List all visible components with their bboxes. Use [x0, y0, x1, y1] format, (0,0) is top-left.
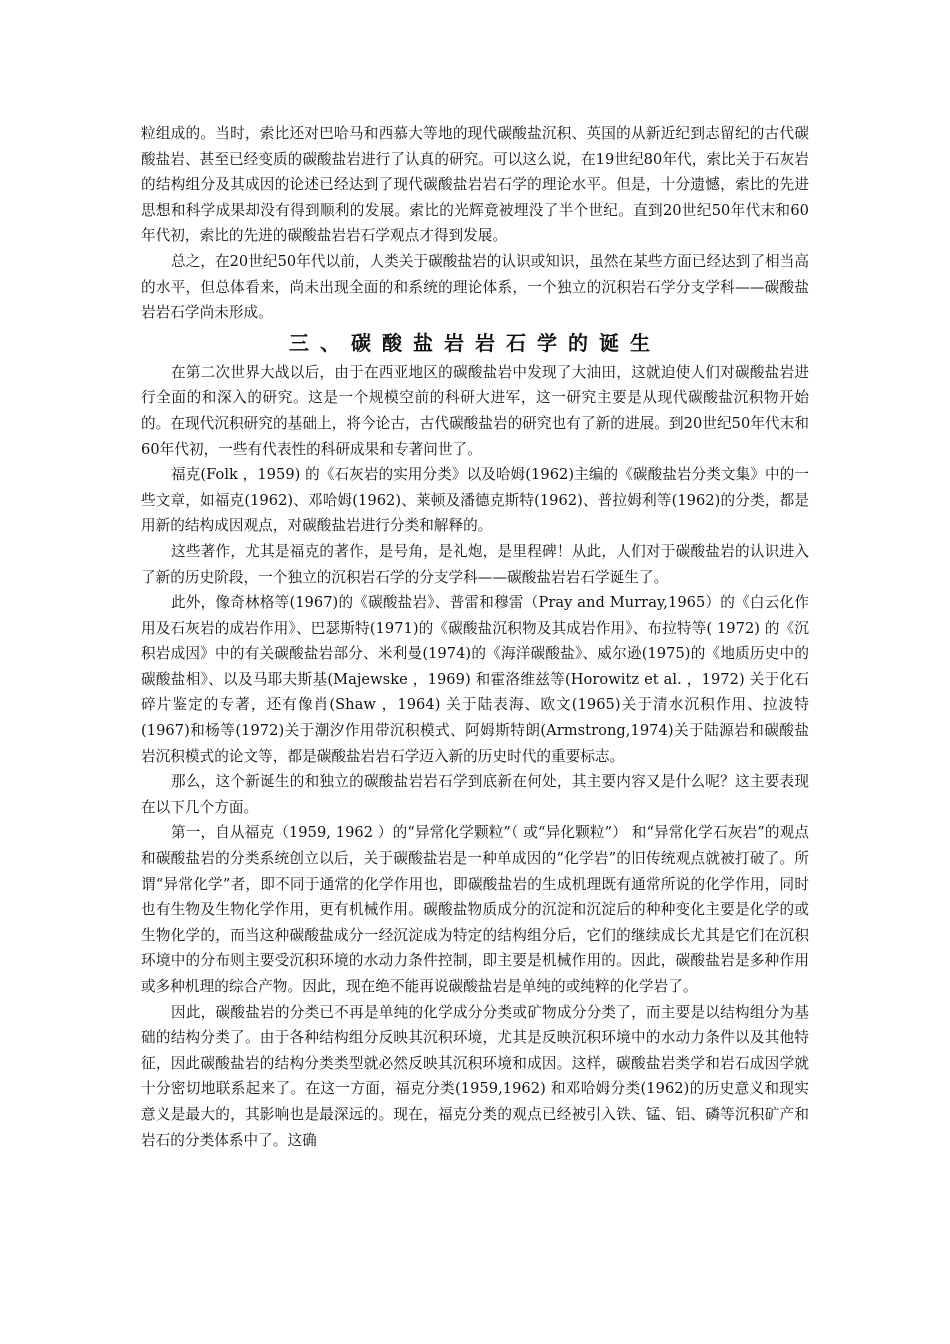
paragraph-folk-classification: 福克(Folk ，1959) 的《石灰岩的实用分类》以及哈姆(1962)主编的《碳酸盐岩分类文集》中的一些文章，如福克(1962)、邓哈姆(1962)、莱顿及潘德克斯特(1962)、普拉姆利等(1962)的分类，都是用新的结构成因观点，对碳酸盐岩进行分类和解释的。	[141, 466, 809, 535]
paragraph-sorby-research: 粒组成的。当时，索比还对巴哈马和西慕大等地的现代碳酸盐沉积、英国的从新近纪到志留纪的古代碳酸盐岩、甚至已经变质的碳酸盐岩进行了认真的研究。可以这么说，在19世纪80年代，索比关于石灰岩的结构组分及其成因的论述已经达到了现代碳酸盐岩岩石学的理论水平。但是，十分遗憾，索比的先进思想和科学成果却没有得到顺利的发展。索比的光辉竟被埋没了半个世纪。直到20世纪50年代末和60年代初，索比的先进的碳酸盐岩岩石学观点才得到发展。	[141, 125, 809, 245]
paragraph-first-aspect: 第一，自从福克（1959, 1962 ）的“异常化学颗粒”（ 或“异化颗粒”） 和“异常化学石灰岩”的观点和碳酸盐岩的分类系统创立以后，关于碳酸盐岩是一种单成因的“化学岩”的旧传统观点就被打破了。所谓“异常化学”者，即不同于通常的化学作用也，即碳酸盐岩的生成机理既有通常所说的化学作用，同时也有生物及生物化学作用，更有机械作用。碳酸盐物质成分的沉淀和沉淀后的种种变化主要是化学的或生物化学的，而当这种碳酸盐成分一经沉淀成为特定的结构组分后，它们的继续成长尤其是它们在沉积环境中的分布则主要受沉积环境的水动力条件控制，即主要是机械作用的。因此，碳酸盐岩是多种作用或多种机理的综合产物。因此，现在绝不能再说碳酸盐岩是单纯的或纯粹的化学岩了。	[141, 824, 809, 995]
section-title: 三、碳酸盐岩岩石学的诞生	[289, 330, 661, 355]
paragraph-other-works: 此外，像奇林格等(1967)的《碳酸盐岩》、普雷和穆雷（Pray and Murray,1965）的《白云化作用及石灰岩的成岩作用》、巴瑟斯特(1971)的《碳酸盐沉积物及其成岩作用》、布拉特等( 1972) 的《沉积岩成因》中的有关碳酸盐岩部分、米利曼(1974)的《海洋碳酸盐》、威尔逊(1975)的《地质历史中的碳酸盐相》、以及马耶夫斯基(Majewske ，1969) 和霍洛维兹等(Horowitz et al. ，1972) 关于化石碎片鉴定的专著，还有像肖(Shaw ，1964) 关于陆表海、欧文(1965)关于清水沉积作用、拉波特(1967)和杨等(1972)关于潮汐作用带沉积模式、阿姆斯特朗(Armstrong,1974)关于陆源岩和碳酸盐岩沉积模式的论文等，都是碳酸盐岩岩石学迈入新的历史时代的重要标志。	[141, 594, 809, 765]
paragraph-milestone: 这些著作，尤其是福克的著作，是号角，是礼炮，是里程碑！从此，人们对于碳酸盐岩的认识进入了新的历史阶段，一个独立的沉积岩石学的分支学科——碳酸盐岩岩石学诞生了。	[141, 542, 809, 586]
document-page	[141, 121, 809, 1153]
paragraph-classification-change: 因此，碳酸盐岩的分类已不再是单纯的化学成分分类或矿物成分分类了，而主要是以结构组分为基础的结构分类了。由于各种结构组分反映其沉积环境，尤其是反映沉积环境中的水动力条件以及其他特征，因此碳酸盐岩的结构分类类型就必然反映其沉积环境和成因。这样，碳酸盐岩类学和岩石成因学就十分密切地联系起来了。在这一方面，福克分类(1959,1962) 和邓哈姆分类(1962)的历史意义和现实意义是最大的，其影响也是最深远的。现在，福克分类的观点已经被引入铁、锰、铝、磷等沉积矿产和岩石的分类体系中了。这确	[141, 1003, 809, 1149]
paragraph-summary-pre-1950s: 总之，在20世纪50年代以前，人类关于碳酸盐岩的认识或知识，虽然在某些方面已经达到了相当高的水平，但总体看来，尚未出现全面的和系统的理论体系，一个独立的沉积岩石学分支学科——碳酸盐岩岩石学尚未形成。	[141, 252, 809, 322]
paragraph-post-war-research: 在第二次世界大战以后，由于在西亚地区的碳酸盐岩中发现了大油田，这就迫使人们对碳酸盐岩进行全面的和深入的研究。这是一个规模空前的科研大进军，这一研究主要是从现代碳酸盐沉积物开始的。在现代沉积研究的基础上，将今论古，古代碳酸盐岩的研究也有了新的进展。到20世纪50年代末和60年代初，一些有代表性的科研成果和专著问世了。	[141, 363, 809, 458]
paragraph-question: 那么，这个新诞生的和独立的碳酸盐岩岩石学到底新在何处，其主要内容又是什么呢？这主要表现在以下几个方面。	[141, 773, 809, 816]
